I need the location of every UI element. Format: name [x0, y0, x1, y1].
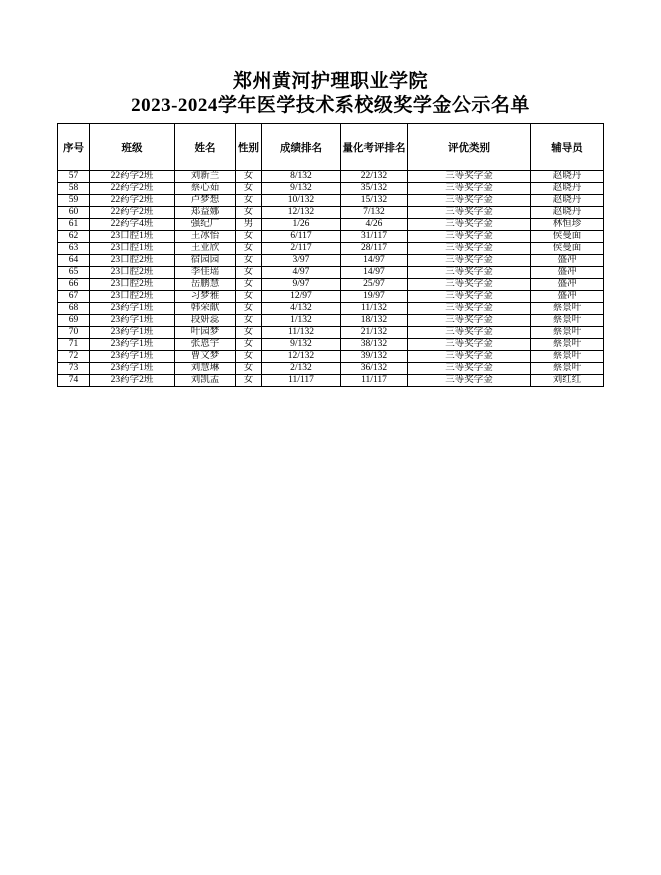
- table-cell: 18/132: [341, 315, 408, 327]
- table-cell: 11/117: [341, 375, 408, 387]
- table-cell: 三等奖学金: [408, 243, 531, 255]
- table-cell: 侯曼面: [531, 243, 604, 255]
- table-row: [58, 339, 604, 351]
- table-cell: 23口腔1班: [90, 243, 175, 255]
- table-cell: 11/132: [262, 327, 341, 339]
- table-cell: 59: [58, 195, 90, 207]
- table-cell: 61: [58, 219, 90, 231]
- table-cell: 4/97: [262, 267, 341, 279]
- table-cell: 19/97: [341, 291, 408, 303]
- table-cell: 10/132: [262, 195, 341, 207]
- table-row: [58, 363, 604, 375]
- table-cell: 60: [58, 207, 90, 219]
- table-cell: 2/117: [262, 243, 341, 255]
- table-cell: 23药学1班: [90, 315, 175, 327]
- table-cell: 65: [58, 267, 90, 279]
- table-cell: 22药学2班: [90, 207, 175, 219]
- table-cell: 22/132: [341, 171, 408, 183]
- table-cell: 23药学1班: [90, 327, 175, 339]
- table-cell: 三等奖学金: [408, 231, 531, 243]
- table-cell: 刘凯孟: [175, 375, 236, 387]
- table-cell: 三等奖学金: [408, 207, 531, 219]
- scholarship-table: [57, 123, 604, 387]
- table-cell: 64: [58, 255, 90, 267]
- table-cell: 72: [58, 351, 90, 363]
- table-cell: 9/132: [262, 183, 341, 195]
- table-row: [58, 243, 604, 255]
- table-cell: 赵晓丹: [531, 183, 604, 195]
- table-row: [58, 231, 604, 243]
- table-cell: 62: [58, 231, 90, 243]
- table-row: [58, 195, 604, 207]
- table-cell: 三等奖学金: [408, 339, 531, 351]
- table-cell: 卢梦想: [175, 195, 236, 207]
- table-cell: 15/132: [341, 195, 408, 207]
- column-header-award-category: 评优类别: [408, 124, 531, 171]
- table-cell: 三等奖学金: [408, 195, 531, 207]
- table-cell: 74: [58, 375, 90, 387]
- table-cell: 女: [236, 267, 262, 279]
- table-cell: 三等奖学金: [408, 351, 531, 363]
- table-cell: 8/132: [262, 171, 341, 183]
- table-cell: 23口腔2班: [90, 255, 175, 267]
- table-cell: 22药学4班: [90, 219, 175, 231]
- table-row: [58, 219, 604, 231]
- table-cell: 三等奖学金: [408, 219, 531, 231]
- table-cell: 刘新兰: [175, 171, 236, 183]
- table-cell: 25/97: [341, 279, 408, 291]
- table-cell: 39/132: [341, 351, 408, 363]
- table-cell: 韩荣献: [175, 303, 236, 315]
- table-cell: 9/97: [262, 279, 341, 291]
- table-cell: 刘红红: [531, 375, 604, 387]
- table-cell: 67: [58, 291, 90, 303]
- table-cell: 刘慧琳: [175, 363, 236, 375]
- table-cell: 三等奖学金: [408, 279, 531, 291]
- table-cell: 三等奖学金: [408, 291, 531, 303]
- table-cell: 11/117: [262, 375, 341, 387]
- table-cell: 22药学2班: [90, 171, 175, 183]
- table-cell: 赵晓丹: [531, 207, 604, 219]
- table-body: [58, 171, 604, 387]
- table-cell: 12/97: [262, 291, 341, 303]
- table-cell: 女: [236, 183, 262, 195]
- table-row: [58, 327, 604, 339]
- column-header-class: 班级: [90, 124, 175, 171]
- table-row: [58, 375, 604, 387]
- table-cell: 23药学1班: [90, 339, 175, 351]
- table-cell: 12/132: [262, 351, 341, 363]
- table-cell: 28/117: [341, 243, 408, 255]
- table-cell: 叶园梦: [175, 327, 236, 339]
- table-cell: 68: [58, 303, 90, 315]
- table-cell: 赵晓丹: [531, 171, 604, 183]
- table-cell: 女: [236, 315, 262, 327]
- table-cell: 李佳瑶: [175, 267, 236, 279]
- table-cell: 女: [236, 195, 262, 207]
- table-cell: 66: [58, 279, 90, 291]
- table-cell: 1/26: [262, 219, 341, 231]
- table-cell: 三等奖学金: [408, 315, 531, 327]
- table-cell: 女: [236, 171, 262, 183]
- table-cell: 71: [58, 339, 90, 351]
- column-header-gender: 性别: [236, 124, 262, 171]
- table-cell: 63: [58, 243, 90, 255]
- table-row: [58, 171, 604, 183]
- table-cell: 林恒珍: [531, 219, 604, 231]
- table-row: [58, 279, 604, 291]
- column-header-index: 序号: [58, 124, 90, 171]
- table-cell: 女: [236, 327, 262, 339]
- table-cell: 23口腔1班: [90, 231, 175, 243]
- table-cell: 男: [236, 219, 262, 231]
- document-title-line1: 郑州黄河护理职业学院: [232, 71, 428, 92]
- table-cell: 58: [58, 183, 90, 195]
- table-cell: 23药学1班: [90, 303, 175, 315]
- table-cell: 三等奖学金: [408, 327, 531, 339]
- table-cell: 盛冲: [531, 267, 604, 279]
- table-cell: 23药学2班: [90, 375, 175, 387]
- table-cell: 女: [236, 351, 262, 363]
- table-cell: 14/97: [341, 267, 408, 279]
- table-cell: 4/26: [341, 219, 408, 231]
- table-cell: 王亚欣: [175, 243, 236, 255]
- table-cell: 盛冲: [531, 291, 604, 303]
- table-row: [58, 207, 604, 219]
- table-cell: 三等奖学金: [408, 363, 531, 375]
- table-cell: 女: [236, 255, 262, 267]
- table-cell: 12/132: [262, 207, 341, 219]
- table-cell: 7/132: [341, 207, 408, 219]
- table-cell: 22药学2班: [90, 183, 175, 195]
- table-cell: 三等奖学金: [408, 375, 531, 387]
- table-cell: 3/97: [262, 255, 341, 267]
- table-cell: 女: [236, 303, 262, 315]
- table-cell: 张恩宇: [175, 339, 236, 351]
- table-cell: 70: [58, 327, 90, 339]
- table-cell: 蔡景叶: [531, 351, 604, 363]
- table-row: [58, 303, 604, 315]
- table-cell: 段妍蕊: [175, 315, 236, 327]
- table-cell: 14/97: [341, 255, 408, 267]
- table-row: [58, 291, 604, 303]
- table-cell: 9/132: [262, 339, 341, 351]
- table-cell: 蔡景叶: [531, 363, 604, 375]
- table-cell: 2/132: [262, 363, 341, 375]
- document-header: [0, 0, 661, 118]
- table-row: [58, 267, 604, 279]
- table-cell: 女: [236, 207, 262, 219]
- table-cell: 女: [236, 363, 262, 375]
- table-cell: 蔡景叶: [531, 339, 604, 351]
- table-cell: 23口腔2班: [90, 267, 175, 279]
- table-cell: 23口腔2班: [90, 279, 175, 291]
- table-cell: 盛冲: [531, 255, 604, 267]
- table-cell: 1/132: [262, 315, 341, 327]
- table-cell: 蔡心茹: [175, 183, 236, 195]
- table-cell: 强纪广: [175, 219, 236, 231]
- table-cell: 57: [58, 171, 90, 183]
- table-cell: 侯曼面: [531, 231, 604, 243]
- table-row: [58, 183, 604, 195]
- table-cell: 6/117: [262, 231, 341, 243]
- table-cell: 蔡景叶: [531, 327, 604, 339]
- table-cell: 蔡景叶: [531, 303, 604, 315]
- table-cell: 盛冲: [531, 279, 604, 291]
- table-cell: 23药学1班: [90, 363, 175, 375]
- table-cell: 赵晓丹: [531, 195, 604, 207]
- table-cell: 11/132: [341, 303, 408, 315]
- table-cell: 女: [236, 279, 262, 291]
- table-row: [58, 255, 604, 267]
- table-cell: 宿园园: [175, 255, 236, 267]
- table-row: [58, 315, 604, 327]
- table-cell: 女: [236, 339, 262, 351]
- table-cell: 23口腔2班: [90, 291, 175, 303]
- table-cell: 蔡景叶: [531, 315, 604, 327]
- table-cell: 35/132: [341, 183, 408, 195]
- column-header-grade-rank: 成绩排名: [262, 124, 341, 171]
- table-cell: 女: [236, 243, 262, 255]
- table-cell: 岳鹏慧: [175, 279, 236, 291]
- table-cell: 女: [236, 231, 262, 243]
- table-cell: 4/132: [262, 303, 341, 315]
- table-cell: 三等奖学金: [408, 255, 531, 267]
- table-cell: 女: [236, 375, 262, 387]
- table-cell: 女: [236, 291, 262, 303]
- column-header-counselor: 辅导员: [531, 124, 604, 171]
- table-cell: 23药学1班: [90, 351, 175, 363]
- table-cell: 三等奖学金: [408, 171, 531, 183]
- table-cell: 31/117: [341, 231, 408, 243]
- table-cell: 36/132: [341, 363, 408, 375]
- table-cell: 21/132: [341, 327, 408, 339]
- table-cell: 三等奖学金: [408, 303, 531, 315]
- table-cell: 曹文梦: [175, 351, 236, 363]
- table-cell: 三等奖学金: [408, 267, 531, 279]
- table-cell: 郑益娜: [175, 207, 236, 219]
- table-cell: 三等奖学金: [408, 183, 531, 195]
- table-cell: 习梦雅: [175, 291, 236, 303]
- table-cell: 22药学2班: [90, 195, 175, 207]
- column-header-evaluation-rank: 量化考评排名: [341, 124, 408, 171]
- column-header-name: 姓名: [175, 124, 236, 171]
- document-title-line2: 2023-2024学年医学技术系校级奖学金公示名单: [131, 95, 530, 116]
- table-cell: 38/132: [341, 339, 408, 351]
- table-header-row: [58, 124, 604, 171]
- table-cell: 73: [58, 363, 90, 375]
- table-cell: 69: [58, 315, 90, 327]
- table-row: [58, 351, 604, 363]
- table-cell: 王冰怡: [175, 231, 236, 243]
